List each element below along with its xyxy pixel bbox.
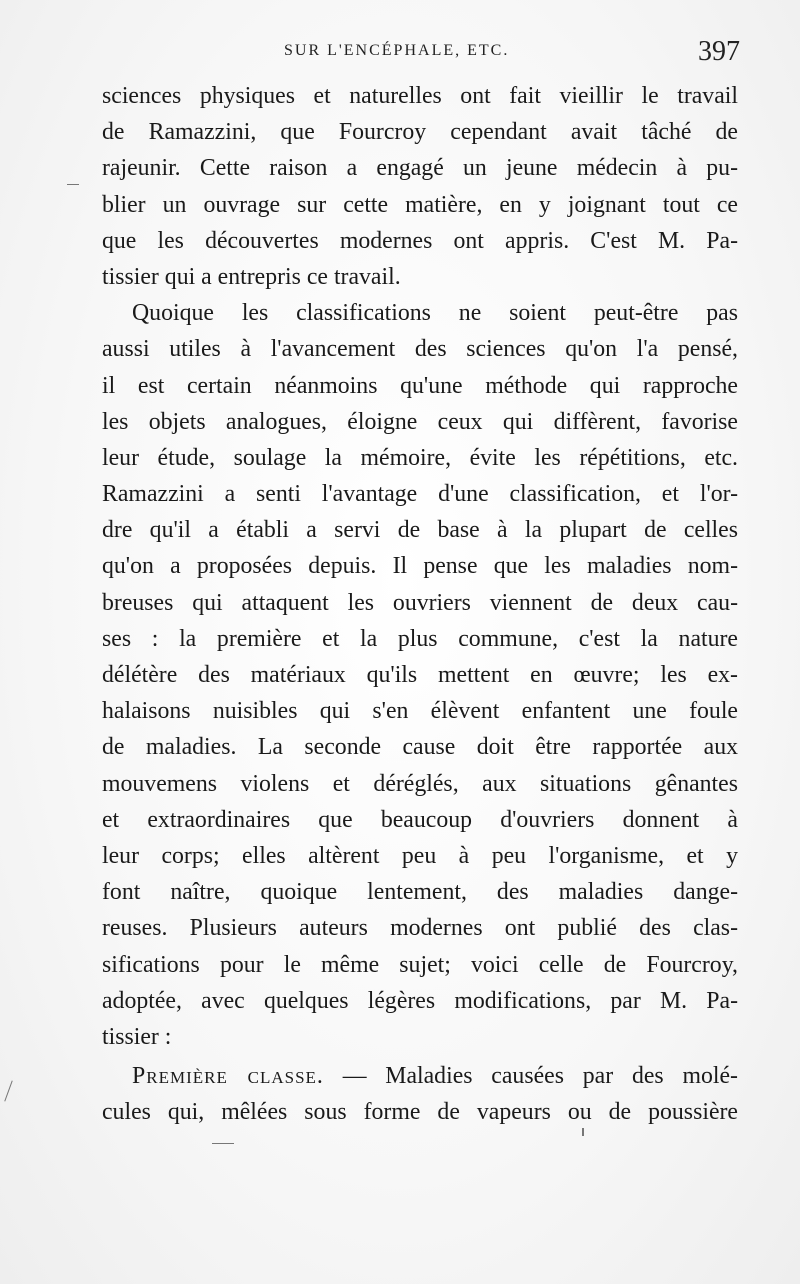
page-header xyxy=(100,30,740,80)
text-line: que les découvertes modernes ont appris. C'est M. Pa- xyxy=(102,227,738,254)
text-line: ses : la première et la plus commune, c'est la nature xyxy=(102,625,738,652)
paragraph xyxy=(102,295,738,1055)
text-line: font naître, quoique lentement, des maladies dange- xyxy=(102,879,738,906)
paragraph xyxy=(102,78,738,295)
text-line: tissier : xyxy=(102,1023,172,1050)
text-line: sciences physiques et naturelles ont fait vieillir le travail xyxy=(102,83,738,109)
margin-mark xyxy=(582,1128,584,1136)
text-line: blier un ouvrage sur cette matière, en y joignant tout ce xyxy=(102,191,738,218)
section-lead: Première classe. xyxy=(132,1063,324,1090)
margin-mark xyxy=(67,184,79,185)
text-line: les objets analogues, éloigne ceux qui diffèrent, favorise xyxy=(102,408,738,435)
text-line: Ramazzini a senti l'avantage d'une classification, et l'or- xyxy=(102,481,738,508)
text-line: de maladies. La seconde cause doit être rapportée aux xyxy=(102,734,738,761)
body-text xyxy=(102,78,738,1130)
paragraph xyxy=(102,1058,738,1130)
text-line: il est certain néanmoins qu'une méthode qui rapproche xyxy=(102,372,738,399)
text-line: halaisons nuisibles qui s'en élèvent enfantent une foule xyxy=(102,698,738,725)
margin-mark xyxy=(212,1143,234,1144)
text-line xyxy=(102,1058,738,1094)
page-number: 397 xyxy=(698,36,740,67)
text-line: dre qu'il a établi a servi de base à la plupart de celles xyxy=(102,517,738,544)
text-line: Quoique les classifications ne soient peut-être pas xyxy=(132,300,738,327)
text-line: délétère des matériaux qu'ils mettent en œuvre; les ex- xyxy=(102,662,738,688)
text-line: aussi utiles à l'avancement des sciences qu'on l'a pensé, xyxy=(102,336,738,363)
text-fragment: — Maladies causées par des molé- xyxy=(323,1063,738,1090)
text-line: leur étude, soulage la mémoire, évite les répétitions, etc. xyxy=(102,444,738,471)
running-head: SUR L'ENCÉPHALE, ETC. xyxy=(284,42,510,59)
text-line: mouvemens violens et déréglés, aux situations gênantes xyxy=(102,770,738,797)
text-line: cules qui, mêlées sous forme de vapeurs ou de poussière xyxy=(102,1099,738,1126)
text-line: qu'on a proposées depuis. Il pense que les maladies nom- xyxy=(102,553,738,580)
text-line: tissier qui a entrepris ce travail. xyxy=(102,263,401,290)
text-line: sifications pour le même sujet; voici celle de Fourcroy, xyxy=(102,951,738,978)
text-line: breuses qui attaquent les ouvriers viennent de deux cau- xyxy=(102,589,738,616)
text-line: et extraordinaires que beaucoup d'ouvriers donnent à xyxy=(102,806,738,833)
text-line: rajeunir. Cette raison a engagé un jeune médecin à pu- xyxy=(102,155,738,182)
text-line: reuses. Plusieurs auteurs modernes ont publié des clas- xyxy=(102,915,738,942)
text-line: leur corps; elles altèrent peu à peu l'organisme, et y xyxy=(102,842,738,869)
text-line: adoptée, avec quelques légères modifications, par M. Pa- xyxy=(102,987,738,1014)
text-line: de Ramazzini, que Fourcroy cependant avait tâché de xyxy=(102,119,738,146)
margin-mark xyxy=(4,1080,12,1101)
